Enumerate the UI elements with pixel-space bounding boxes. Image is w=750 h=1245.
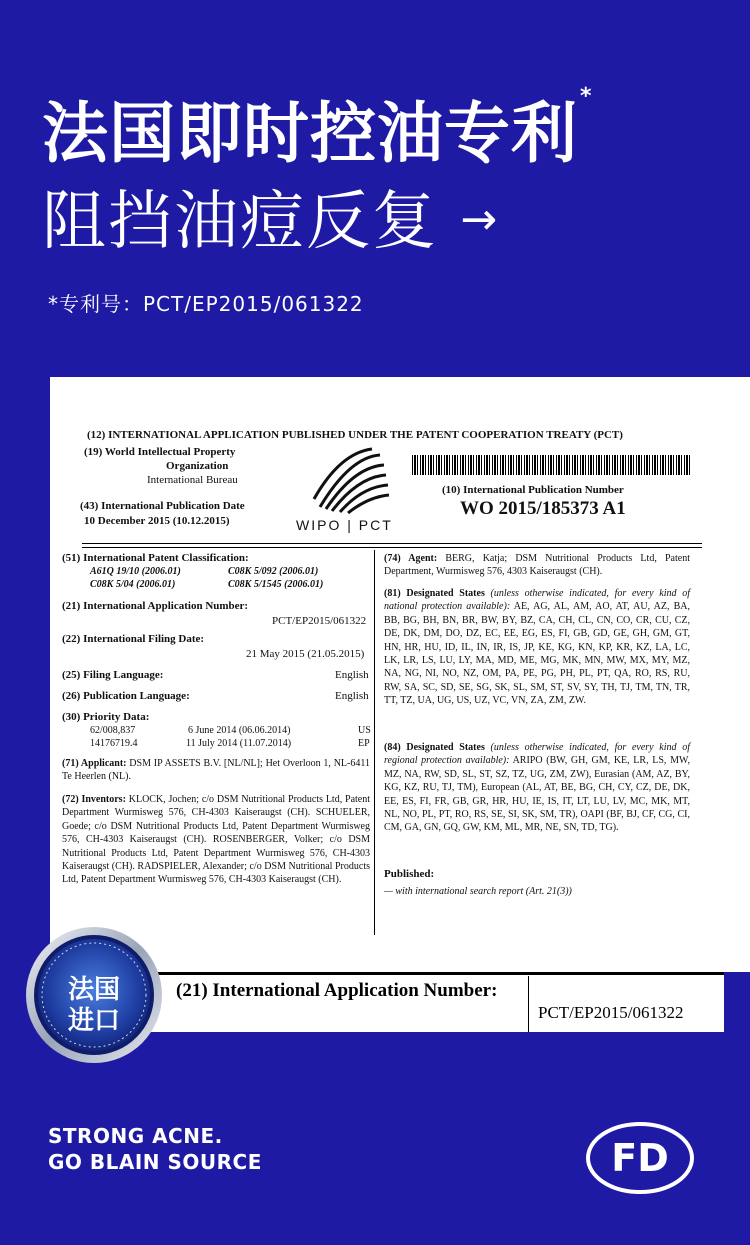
- headline-line2: 阻挡油痘反复 →: [42, 185, 500, 259]
- zoom-value: PCT/EP2015/061322: [538, 1003, 684, 1022]
- ipc-b: C08K 5/092 (2006.01): [228, 566, 319, 577]
- filing-language-value: English: [335, 669, 369, 681]
- priority-number: 14176719.4: [90, 738, 138, 749]
- applicant: (71) Applicant: DSM IP ASSETS B.V. [NL/NL]; Het Overloon 1, NL-6411 Te Heerlen (NL).: [62, 758, 371, 783]
- published-text: — with international search report (Art. 21(3)): [384, 886, 572, 897]
- priority-label: (30) Priority Data:: [62, 711, 150, 723]
- ipc-label: (51) International Patent Classification:: [62, 552, 249, 564]
- org-line1: (19) World Intellectual Property: [84, 446, 236, 458]
- filing-language-label: (25) Filing Language:: [62, 669, 164, 681]
- ipc-a: A61Q 19/10 (2006.01): [90, 566, 181, 577]
- pub-date-value: 10 December 2015 (10.12.2015): [84, 515, 230, 527]
- fd-logo-text: FD: [611, 1136, 669, 1180]
- publication-language-value: English: [335, 690, 369, 702]
- org-line2: Organization: [166, 460, 229, 472]
- divider: [82, 543, 702, 544]
- arrow-right-icon: →: [460, 193, 500, 245]
- patent-number: *专利号：PCT/EP2015/061322: [48, 292, 364, 316]
- inventors: (72) Inventors: KLOCK, Jochen; c/o DSM Nutritional Products Ltd, Patent Department Wurmisweg 576, CH-4303 Kaiseraugst (CH). SCHUELER, Goede; c/o DSM Nutritional Products Ltd, Patent Department Wurmisweg 576, CH-4303 Kaiseraugst (CH). ROSENBERGER, Volker; c/o DSM Nutritional Products Ltd, Patent Department Wurmisweg 576, CH-4303 Kaiseraugst (CH). RADSPIELER, Alexander; c/o DSM Nutritional Products Ltd, Patent Department Wurmisweg 576, CH-4303 Kaiseraugst (CH).: [62, 794, 371, 886]
- filing-date-value: 21 May 2015 (21.05.2015): [246, 648, 365, 660]
- zoom-label: (21) International Application Number:: [176, 980, 498, 1001]
- designated-states-national: (81) Designated States (unless otherwise indicated, for every kind of national protection available): AE, AG, AL, AM, AO, AT, AU, AZ, BA, BB, BG, BH, BN, BR, BW, BY, BZ, CA, CH, CL, CN, CO, CR, CU, CZ, DE, DK, DM, DO, DZ, EC, EE, EG, ES, FI, GB, GD, GE, GH, GM, GT, HN, HR, HU, ID, IL, IN, IR, IS, JP, KE, KG, KN, KP, KR, KZ, LA, LC, LK, LR, LS, LU, LY, MA, MD, ME, MG, MK, MN, MW, MX, MY, MZ, NA, NG, NI, NO, NZ, OM, PA, PE, PG, PH, PL, PT, QA, RO, RS, RU, RW, SA, SC, SD, SE, SG, SK, SL, SM, ST, SV, SY, TH, TJ, TM, TN, TR, TT, TZ, UA, UG, US, UZ, VC, VN, ZA, ZM, ZW.: [384, 588, 690, 707]
- column-divider: [374, 550, 375, 935]
- priority-date: 11 July 2014 (11.07.2014): [186, 738, 292, 749]
- pub-number-value: WO 2015/185373 A1: [460, 498, 626, 519]
- badge-line2: 进口: [67, 1006, 120, 1036]
- app-number-value: PCT/EP2015/061322: [272, 615, 367, 627]
- priority-country: EP: [358, 738, 370, 749]
- ipc-c: C08K 5/04 (2006.01): [90, 579, 176, 590]
- agent: (74) Agent: BERG, Katja; DSM Nutritional Products Ltd, Patent Department, Wurmisweg 576, 4303 Kaiseraugst (CH).: [384, 553, 690, 578]
- priority-number: 62/008,837: [90, 725, 136, 736]
- app-number-label: (21) International Application Number:: [62, 600, 249, 612]
- priority-country: US: [358, 725, 371, 736]
- column-divider: [528, 976, 529, 1032]
- treaty-title: (12) INTERNATIONAL APPLICATION PUBLISHED UNDER THE PATENT COOPERATION TREATY (PCT): [87, 429, 623, 441]
- barcode: [412, 455, 692, 475]
- slogan-line1: STRONG ACNE.: [48, 1124, 223, 1148]
- wipo-globe-icon: [300, 447, 400, 515]
- headline-line1: 法国即时控油专利*: [42, 84, 593, 172]
- ipc-d: C08K 5/1545 (2006.01): [228, 579, 324, 590]
- org-line3: International Bureau: [147, 474, 238, 486]
- zoomed-application-number: [148, 972, 724, 1032]
- patent-document: [50, 377, 750, 972]
- footnote-mark: *: [580, 84, 593, 109]
- fd-logo-icon: [586, 1120, 694, 1196]
- designated-states-regional: (84) Designated States (unless otherwise indicated, for every kind of regional protection available): ARIPO (BW, GH, GM, KE, LR, LS, MW, MZ, NA, RW, SD, SL, ST, SZ, TZ, UG, ZM, ZW), Eurasian (AM, AZ, BY, KG, KZ, RU, TJ, TM), European (AL, AT, BE, BG, CH, CY, CZ, DE, DK, EE, ES, FI, FR, GB, GR, HR, HU, IE, IS, IT, LT, LU, LV, MC, MK, MT, NL, NO, PL, PT, RO, RS, SE, SI, SK, SM, TR), OAPI (BF, BJ, CF, CG, CI, CM, GA, GN, GQ, GW, KM, ML, MR, NE, SN, TD, TG).: [384, 742, 690, 834]
- badge-line1: 法国: [67, 975, 120, 1005]
- pub-date-label: (43) International Publication Date: [80, 500, 245, 512]
- filing-date-label: (22) International Filing Date:: [62, 633, 205, 645]
- slogan-line2: GO BLAIN SOURCE: [48, 1150, 262, 1174]
- priority-date: 6 June 2014 (06.06.2014): [188, 725, 291, 736]
- publication-language-label: (26) Publication Language:: [62, 690, 190, 702]
- wipo-logo-text: WIPO | PCT: [296, 517, 393, 533]
- divider: [82, 547, 702, 548]
- divider: [148, 972, 724, 975]
- pub-number-label: (10) International Publication Number: [442, 484, 624, 496]
- published-label: Published:: [384, 868, 435, 880]
